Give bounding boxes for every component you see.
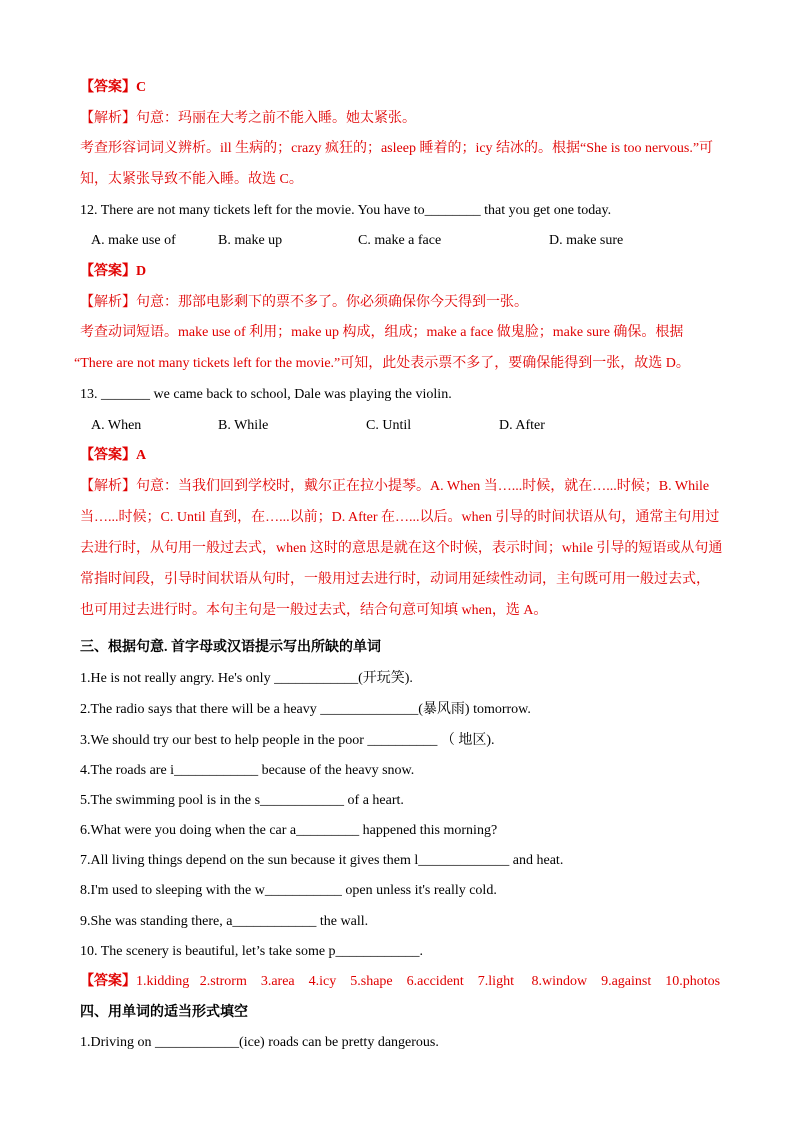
answer-key-item: 2.strorm <box>199 974 247 989</box>
fill-item-4: 4.The roads are i____________ because of the heavy snow. <box>80 763 415 778</box>
answer-key-item: 4.icy <box>308 974 337 989</box>
q13-option-a: A. When <box>91 418 142 433</box>
q13-option-b: B. While <box>218 418 269 433</box>
fill-item-9: 9.She was standing there, a____________ the wall. <box>80 914 369 929</box>
fill-item-2: 2.The radio says that there will be a heavy ______________(暴风雨) tomorrow. <box>80 702 531 717</box>
q12-option-b: B. make up <box>218 233 283 248</box>
q12-option-d: D. make sure <box>549 233 624 248</box>
q12-option-a: A. make use of <box>91 233 176 248</box>
analysis-text: 当…...时候；C. Until 直到，在…...以前；D. After 在…...以后。when 引导的时间状语从句，通常主句用过 <box>80 510 720 525</box>
section-3-heading: 三、根据句意. 首字母或汉语提示写出所缺的单词 <box>80 640 381 655</box>
q13-option-d: D. After <box>499 418 545 433</box>
analysis-text: 也可用过去进行时。本句主句是一般过去式，结合句意可知填 when，选 A。 <box>80 603 548 618</box>
analysis-line-q12: 【解析】句意：那部电影剩下的票不多了。你必须确保你今天得到一张。 <box>80 295 528 310</box>
section-4-item-1: 1.Driving on ____________(ice) roads can be pretty dangerous. <box>80 1035 439 1050</box>
answer-key-item: 10.photos <box>665 974 721 989</box>
answer-line-q11: 【答案】C <box>80 80 147 95</box>
analysis-line-q11: 【解析】句意：玛丽在大考之前不能入睡。她太紧张。 <box>80 111 416 126</box>
q13-option-c: C. Until <box>366 418 412 433</box>
question-12: 12. There are not many tickets left for the movie. You have to________ that you get one today. <box>80 203 612 218</box>
section-4-heading: 四、用单词的适当形式填空 <box>80 1005 248 1020</box>
question-13: 13. _______ we came back to school, Dale was playing the violin. <box>80 387 452 402</box>
analysis-text: 考查动词短语。make use of 利用；make up 构成，组成；make a face 做鬼脸；make sure 确保。根据 <box>80 325 684 340</box>
answer-key-item: 1.kidding <box>136 974 190 989</box>
answer-key-item: 5.shape <box>350 974 393 989</box>
fill-item-10: 10. The scenery is beautiful, let’s take some p____________. <box>80 944 424 959</box>
answer-line-q12: 【答案】D <box>80 264 147 279</box>
section-3-answer-key <box>80 972 730 992</box>
answer-key-item: 6.accident <box>406 974 464 989</box>
answer-key-item: 3.area <box>260 974 295 989</box>
fill-item-8: 8.I'm used to sleeping with the w___________ open unless it's really cold. <box>80 883 497 898</box>
answer-line-q13: 【答案】A <box>80 448 147 463</box>
analysis-line-q13: 【解析】句意：当我们回到学校时，戴尔正在拉小提琴。A. When 当…...时候，就在…...时候；B. While <box>80 479 710 494</box>
answer-key-item: 8.window <box>531 974 588 989</box>
answer-key-item: 9.against <box>601 974 652 989</box>
analysis-text: “There are not many tickets left for the movie.”可知，此处表示票不多了，要确保能得到一张，故选 D。 <box>74 356 690 371</box>
fill-item-1: 1.He is not really angry. He's only ____________(开玩笑). <box>80 671 413 686</box>
fill-item-7: 7.All living things depend on the sun because it gives them l_____________ and heat. <box>80 853 564 868</box>
analysis-text: 考查形容词词义辨析。ill 生病的；crazy 疯狂的；asleep 睡着的；icy 结冰的。根据“She is too nervous.”可 <box>80 141 714 156</box>
analysis-text: 去进行时，从句用一般过去式，when 这时的意思是就在这个时候，表示时间；while 引导的短语或从句通 <box>80 541 723 556</box>
fill-item-3: 3.We should try our best to help people in the poor __________ （ 地区). <box>80 733 495 748</box>
q12-option-c: C. make a face <box>358 233 442 248</box>
answer-key-item: 7.light <box>477 974 514 989</box>
analysis-text: 知，太紧张导致不能入睡。故选 C。 <box>80 172 303 187</box>
fill-item-6: 6.What were you doing when the car a_________ happened this morning? <box>80 823 498 838</box>
fill-item-5: 5.The swimming pool is in the s____________ of a heart. <box>80 793 404 808</box>
analysis-text: 常指时间段，引导时间状语从句时，一般用过去进行时，动词用延续性动词，主句既可用一般过去式， <box>80 572 710 587</box>
answer-key-label: 【答案】 <box>80 974 136 989</box>
